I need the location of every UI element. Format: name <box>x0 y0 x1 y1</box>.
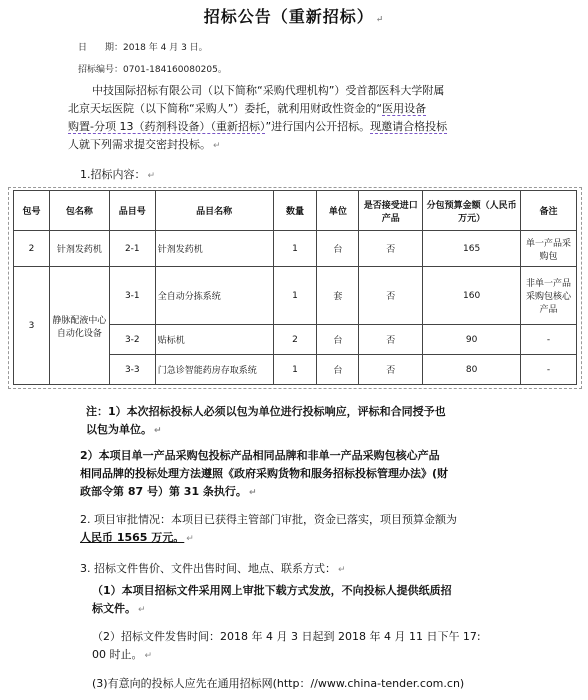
cell-pkg-name: 静脉配液中心自动化设备 <box>49 267 109 385</box>
procurement-table-frame <box>8 187 582 389</box>
cell-qty: 1 <box>273 355 317 385</box>
cell-budget: 80 <box>423 355 521 385</box>
note-2: 2）本项目单一产品采购包投标产品相同品牌和非单一产品采购包核心产品 相同品牌的投标处理方法遵照《政府采购货物和服务招标投标管理办法》(财 政部令第 87 号）第 31 条执行。 ↵ <box>80 449 449 498</box>
cell-unit: 台 <box>317 325 359 355</box>
cell-item-name: 全自动分拣系统 <box>155 267 273 325</box>
header-import: 是否接受进口产品 <box>359 191 423 231</box>
header-note: 备注 <box>521 191 577 231</box>
cell-item-no: 3-1 <box>109 267 155 325</box>
cell-note: - <box>521 355 577 385</box>
cell-pkg: 3 <box>14 267 50 385</box>
tender-number-line: 招标编号：0701-184160080205。 <box>78 65 227 75</box>
section-3-item-2: （2）招标文件发售时间：2018 年 4 月 3 日起到 2018 年 4 月 11 日下午 17: 00 时止。 ↵ <box>92 630 481 661</box>
table-row <box>14 231 577 267</box>
header-pkg: 包号 <box>14 191 50 231</box>
page-title: 招标公告（重新招标） ↵ <box>203 7 385 26</box>
table-header-row <box>14 191 577 231</box>
intro-line-3: 购置-分项 13（药剂科设备）（重新招标）”进行国内公开招标。现邀请合格投标 <box>68 120 448 133</box>
cell-qty: 2 <box>273 325 317 355</box>
section-3-heading: 3. 招标文件售价、文件出售时间、地点、联系方式： ↵ <box>80 562 346 575</box>
section-3-item-3: (3)有意向的投标人应先在通用招标网(http：//www.china-tender.com.cn) <box>92 677 465 690</box>
cell-unit: 台 <box>317 231 359 267</box>
cell-budget: 165 <box>423 231 521 267</box>
cell-qty: 1 <box>273 267 317 325</box>
cell-pkg: 2 <box>14 231 50 267</box>
note-1: 注：1）本次招标投标人必须以包为单位进行投标响应，评标和合同授予也 以包为单位。 ↵ <box>86 405 446 436</box>
intro-line-1: 中技国际招标有限公司（以下简称“采购代理机构”）受首都医科大学附属 <box>92 84 445 97</box>
cell-note: 单一产品采购包 <box>521 231 577 267</box>
date-line: 日 期：2018 年 4 月 3 日。 <box>78 43 208 53</box>
cell-item-no: 2-1 <box>109 231 155 267</box>
header-item-no: 品目号 <box>109 191 155 231</box>
cell-unit: 套 <box>317 267 359 325</box>
cell-budget: 90 <box>423 325 521 355</box>
cell-item-no: 3-2 <box>109 325 155 355</box>
cell-import: 否 <box>359 355 423 385</box>
table-row <box>14 267 577 325</box>
cell-unit: 台 <box>317 355 359 385</box>
cell-budget: 160 <box>423 267 521 325</box>
cell-import: 否 <box>359 325 423 355</box>
header-pkg-name: 包名称 <box>49 191 109 231</box>
cell-import: 否 <box>359 267 423 325</box>
cell-qty: 1 <box>273 231 317 267</box>
cell-item-name: 针剂发药机 <box>155 231 273 267</box>
intro-line-4: 人就下列需求提交密封投标。 ↵ <box>68 138 221 151</box>
cell-item-name: 贴标机 <box>155 325 273 355</box>
intro-line-2: 北京天坛医院（以下简称“采购人”）委托，就利用财政性资金的“医用设备 <box>68 102 427 115</box>
cell-note: 非单一产品采购包核心产品 <box>521 267 577 325</box>
section-2: 2. 项目审批情况：本项目已获得主管部门审批，资金已落实，项目预算金额为 人民币 1565 万元。 ↵ <box>80 513 457 544</box>
cell-import: 否 <box>359 231 423 267</box>
cell-item-name: 门急诊智能药房存取系统 <box>155 355 273 385</box>
cell-note: - <box>521 325 577 355</box>
section-3-item-1: （1）本项目招标文件采用网上审批下载方式发放，不向投标人提供纸质招 标文件。 ↵ <box>92 584 452 615</box>
header-budget: 分包预算金额（人民币万元） <box>423 191 521 231</box>
header-qty: 数量 <box>273 191 317 231</box>
header-item-name: 品目名称 <box>155 191 273 231</box>
procurement-table <box>13 190 577 385</box>
cell-pkg-name: 针剂发药机 <box>49 231 109 267</box>
cell-item-no: 3-3 <box>109 355 155 385</box>
header-unit: 单位 <box>317 191 359 231</box>
section-1-heading: 1.招标内容： ↵ <box>80 168 156 181</box>
